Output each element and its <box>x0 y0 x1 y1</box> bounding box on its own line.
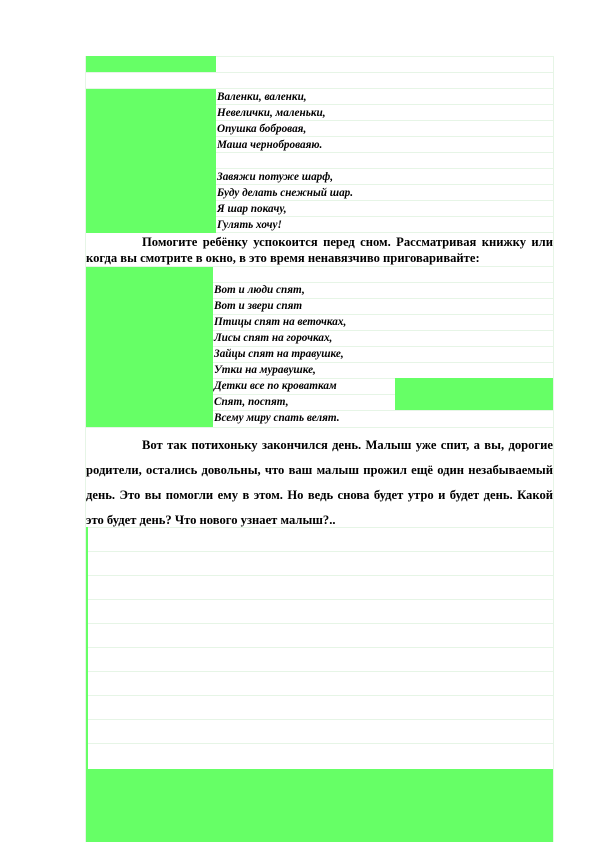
poem-line: Лисы спят на горочках, <box>214 332 333 344</box>
poem-line: Завяжи потуже шарф, <box>217 171 334 183</box>
paragraph-1 <box>86 234 553 266</box>
grid-line <box>86 719 554 720</box>
poem-line: Детки все по кроваткам <box>214 380 337 392</box>
poem-line: Вот и люди спят, <box>214 284 305 296</box>
highlight-block-poem-2 <box>86 267 213 427</box>
paragraph-1-text: Помогите ребёнку успокоится перед сном. Рассматривая книжку или когда вы смотрите в окно, в это время ненавязчиво приговаривайте: <box>86 235 553 265</box>
grid-line <box>86 623 554 624</box>
poem-2 <box>214 282 346 426</box>
highlight-block-bottom <box>86 769 553 842</box>
highlight-block-poem-1 <box>86 89 216 233</box>
grid-line <box>86 551 554 552</box>
poem-line: Вот и звери спят <box>214 300 303 312</box>
paragraph-2-text: Вот так потихоньку закончился день. Малыш уже спит, а вы, дорогие родители, остались довольны, что ваш малыш прожил ещё один незабываемый день. Это вы помогли ему в этом. Но ведь снова будет утро и будет день. Какой это будет день? Что нового узнает малыш?.. <box>86 438 553 527</box>
poem-line: Опушка бобровая, <box>217 123 307 135</box>
grid-line <box>86 599 554 600</box>
paragraph-2 <box>86 433 553 533</box>
poem-line: Птицы спят на веточках, <box>214 316 347 328</box>
poem-line: Всему миру спать велят. <box>214 412 340 424</box>
poem-line: Гулять хочу! <box>217 219 282 231</box>
poem-line <box>217 153 353 169</box>
poem-line: Спят, поспят, <box>214 396 289 408</box>
grid-line <box>86 575 554 576</box>
poem-line: Буду делать снежный шар. <box>217 187 354 199</box>
poem-1 <box>217 89 353 233</box>
poem-line: Невелички, маленьки, <box>217 107 326 119</box>
highlight-strip-left <box>86 527 88 769</box>
poem-line: Зайцы спят на травушке, <box>214 348 344 360</box>
grid-right-edge <box>553 56 554 842</box>
poem-line: Маша черноброваяю. <box>217 139 323 151</box>
grid-line <box>86 695 554 696</box>
highlight-block-right <box>395 378 553 410</box>
grid-line <box>86 427 554 428</box>
grid-line <box>86 72 554 73</box>
grid-line <box>86 743 554 744</box>
poem-line: Утки на муравушке, <box>214 364 316 376</box>
highlight-block-top <box>86 56 216 72</box>
poem-line: Я шар покачу, <box>217 203 287 215</box>
poem-line: Валенки, валенки, <box>217 91 307 103</box>
grid-line <box>86 647 554 648</box>
grid-line <box>86 671 554 672</box>
